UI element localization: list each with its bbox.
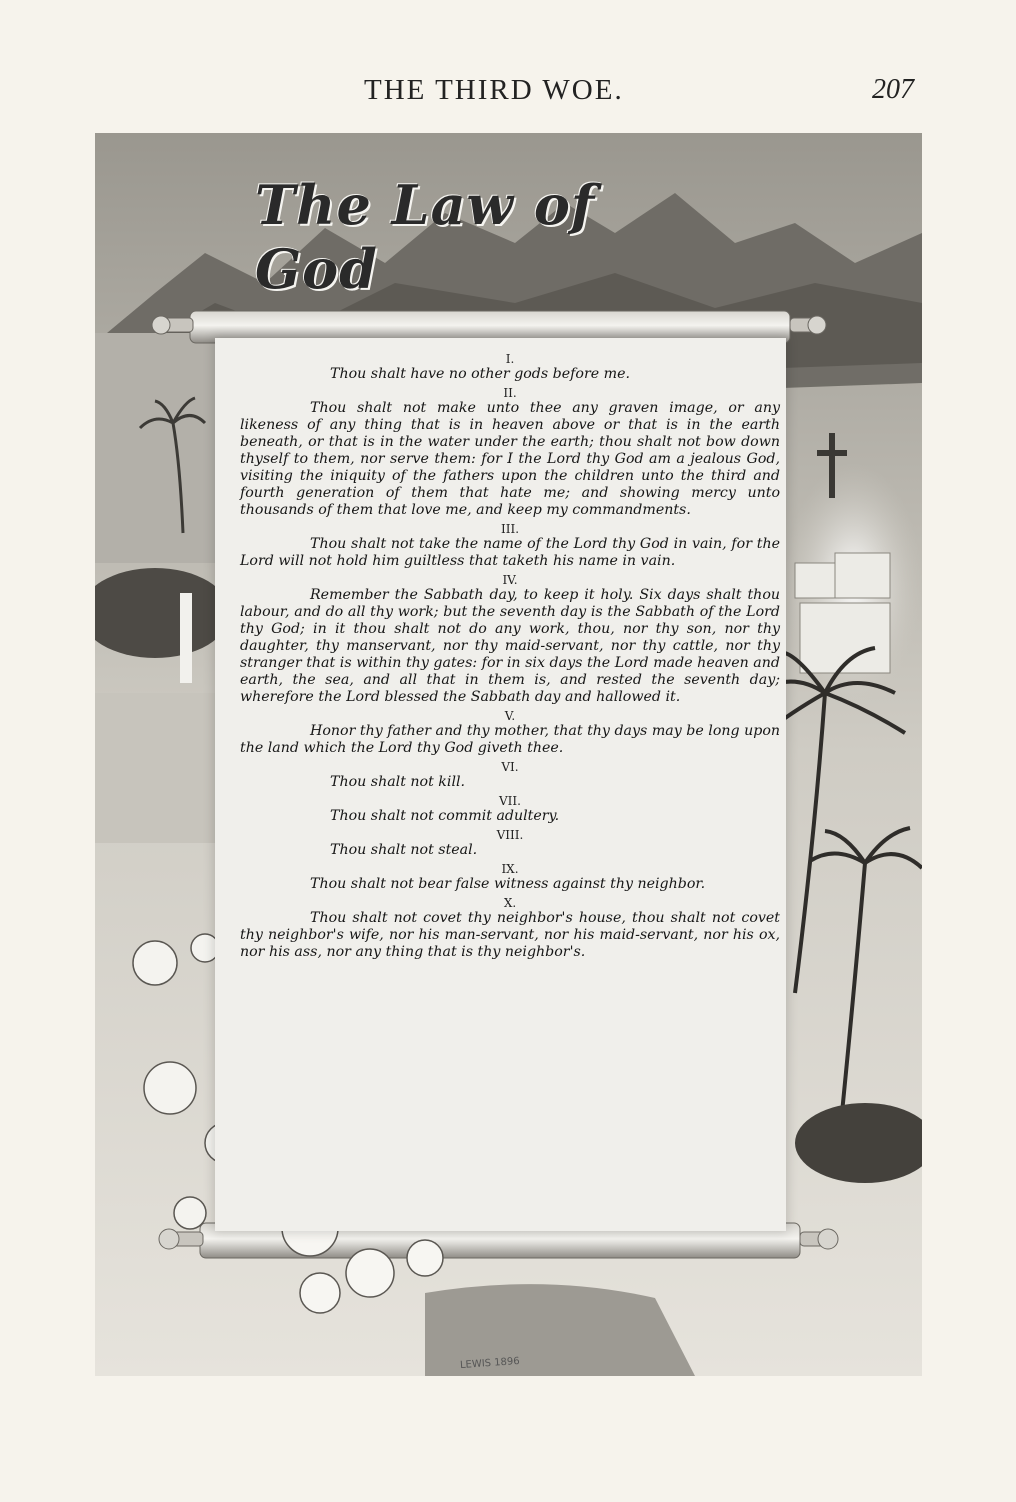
commandment-text: Honor thy father and thy mother, that thy days may be long upon the land which the Lord thy God giveth thee.	[240, 723, 780, 756]
illustration-plate	[95, 133, 922, 1376]
commandment-text: Thou shalt not steal.	[330, 842, 478, 858]
right-city	[795, 553, 890, 673]
commandment-text: Thou shalt not kill.	[330, 774, 466, 790]
commandment-text: Thou shalt have no other gods before me.	[330, 366, 631, 382]
commandment-numeral: VII.	[499, 794, 521, 808]
commandment-7	[240, 795, 780, 825]
waterfall	[180, 593, 192, 683]
commandment-3	[240, 523, 780, 570]
commandment-10	[240, 897, 780, 961]
commandment-numeral: V.	[504, 709, 516, 723]
commandment-text: Thou shalt not covet thy neighbor's house, thou shalt not covet thy neighbor's wife, nor his man-servant, nor his maid-servant, nor his ox, nor his ass, nor any thing that is thy neighbor's.	[240, 910, 780, 960]
commandment-text: Thou shalt not make unto thee any graven image, or any likeness of any thing that is in heaven above or that is in the earth beneath, or that is in the water under the earth; thou shalt not bow down thyself to them, nor serve them: for I the Lord thy God am a jealous God, visiting the iniquity of the fathers upon the children unto the third and fourth generation of them that hate me; and showing mercy unto thousands of them that love me, and keep my commandments.	[240, 400, 780, 518]
commandment-4	[240, 574, 780, 706]
plate-title: The Law of God	[255, 173, 596, 301]
left-water	[95, 333, 220, 563]
commandment-numeral: IV.	[502, 573, 518, 587]
commandment-1	[240, 353, 780, 383]
page-number: 207	[872, 74, 914, 105]
commandment-numeral: VI.	[501, 760, 519, 774]
commandment-text: Thou shalt not take the name of the Lord thy God in vain, for the Lord will not hold him guiltless that taketh his name in vain.	[240, 536, 780, 569]
running-head	[0, 64, 1016, 114]
commandment-numeral: II.	[503, 386, 517, 400]
commandment-6	[240, 761, 780, 791]
left-lake	[95, 693, 220, 843]
commandment-numeral: VIII.	[496, 828, 524, 842]
commandment-numeral: III.	[500, 522, 520, 536]
commandment-2	[240, 387, 780, 519]
commandment-text: Remember the Sabbath day, to keep it holy. Six days shalt thou labour, and do all thy work; but the seventh day is the Sabbath of the Lord thy God; in it thou shalt not do any work, thou, nor thy son, nor thy daughter, thy manservant, nor thy maid-servant, nor thy cattle, nor thy stranger that is within thy gates: for in six days the Lord made heaven and earth, the sea, and all that in them is, and rested the seventh day; wherefore the Lord blessed the Sabbath day and hallowed it.	[240, 587, 780, 705]
artist-signature: LEWIS 1896	[459, 1355, 521, 1372]
commandment-text: Thou shalt not bear false witness against thy neighbor.	[310, 876, 706, 892]
commandment-numeral: I.	[505, 352, 515, 366]
commandment-numeral: IX.	[501, 862, 519, 876]
commandment-9	[240, 863, 780, 893]
commandment-8	[240, 829, 780, 859]
commandment-5	[240, 710, 780, 757]
commandment-text: Thou shalt not commit adultery.	[330, 808, 560, 824]
commandment-numeral: X.	[503, 896, 517, 910]
running-title: THE THIRD WOE.	[364, 74, 624, 106]
commandments-list	[240, 349, 780, 961]
